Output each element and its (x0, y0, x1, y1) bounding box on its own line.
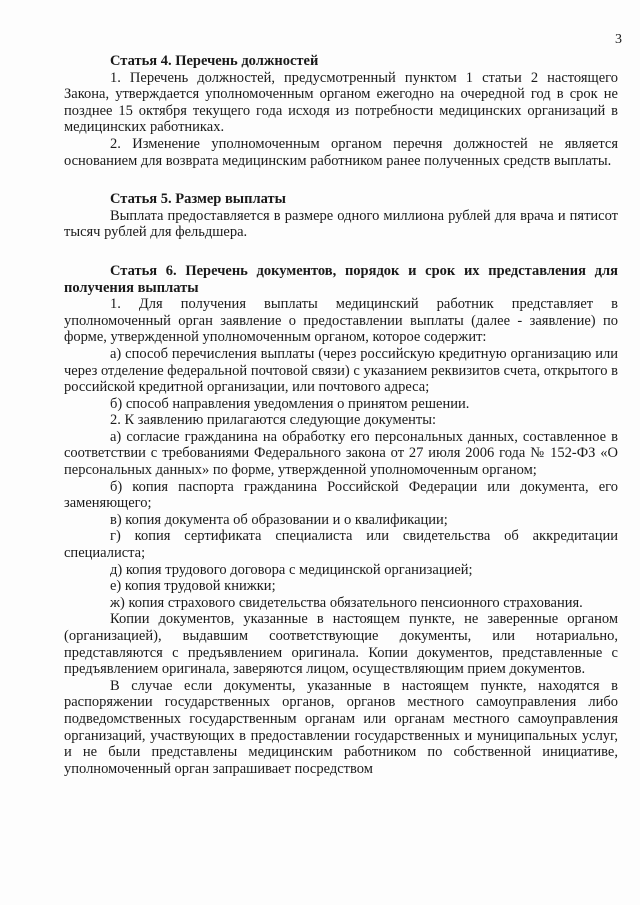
article-6-title: Статья 6. Перечень документов, порядок и срок их представления для получения выплаты (64, 262, 618, 296)
article-4 (64, 53, 618, 169)
article-6 (64, 263, 618, 777)
article-6-doc-a: а) согласие гражданина на обработку его персональных данных, составленное в соответствии с требованиями Федерального закона от 27 июля 2006 года № 152-ФЗ «О персональных данных» по форме, утвержденной уполномоченным органом; (64, 428, 618, 479)
article-4-paragraph-2: 2. Изменение уполномоченным органом перечня должностей не является основанием для возврата медицинским работником ранее полученных средств выплаты. (64, 135, 618, 169)
article-5 (64, 191, 618, 241)
article-5-paragraph-1: Выплата предоставляется в размере одного миллиона рублей для врача и пятисот тысяч рублей для фельдшера. (64, 207, 618, 241)
article-6-doc-g: г) копия сертификата специалиста или свидетельства об аккредитации специалиста; (64, 528, 618, 562)
document-body (64, 53, 618, 777)
article-6-request-note: В случае если документы, указанные в настоящем пункте, находятся в распоряжении государственных органов, органов местного самоуправления либо подведомственных государственным органам или органам местного самоуправления организаций, участвующих в предоставлении государственных и муниципальных услуг, и не были представлены медицинским работником по собственной инициативе, уполномоченный орган запрашивает посредством (64, 677, 618, 777)
article-6-copies-note: Копии документов, указанные в настоящем пункте, не заверенные органом (организацией), выдавшим соответствующие документы, или нотариально, представляются с предъявлением оригинала. Копии документов, представленные с предъявлением оригинала, заверяются лицом, осуществляющим прием документов. (64, 611, 618, 678)
article-4-paragraph-1: 1. Перечень должностей, предусмотренный пунктом 1 статьи 2 настоящего Закона, утверждается уполномоченным органом ежегодно на очередной год в срок не позднее 15 октября текущего года исходя из потребности медицинских организаций в медицинских работниках. (64, 69, 618, 136)
article-6-paragraph-2: 2. К заявлению прилагаются следующие документы: (110, 412, 437, 429)
article-6-doc-zh: ж) копия страхового свидетельства обязательного пенсионного страхования. (110, 594, 583, 611)
article-6-doc-e: е) копия трудовой книжки; (110, 578, 276, 595)
article-6-doc-v: в) копия документа об образовании и о квалификации; (110, 511, 448, 528)
section-gap (64, 169, 618, 191)
page-number: 3 (615, 32, 622, 47)
article-4-title: Статья 4. Перечень должностей (110, 53, 319, 69)
article-6-doc-d: д) копия трудового договора с медицинской организацией; (110, 561, 473, 578)
article-6-paragraph-1: 1. Для получения выплаты медицинский работник представляет в уполномоченный орган заявление о предоставлении выплаты (далее - заявление) по форме, утвержденной уполномоченным органом, которое содержит: (64, 296, 618, 346)
article-6-item-a: а) способ перечисления выплаты (через российскую кредитную организацию или через отделение федеральной почтовой связи) с указанием реквизитов счета, открытого в российской кредитной организации, или почтового адреса; (64, 345, 618, 396)
article-5-title: Статья 5. Размер выплаты (110, 191, 286, 208)
article-6-item-b: б) способ направления уведомления о принятом решении. (110, 395, 470, 412)
article-6-doc-b: б) копия паспорта гражданина Российской Федерации или документа, его заменяющего; (64, 478, 618, 512)
